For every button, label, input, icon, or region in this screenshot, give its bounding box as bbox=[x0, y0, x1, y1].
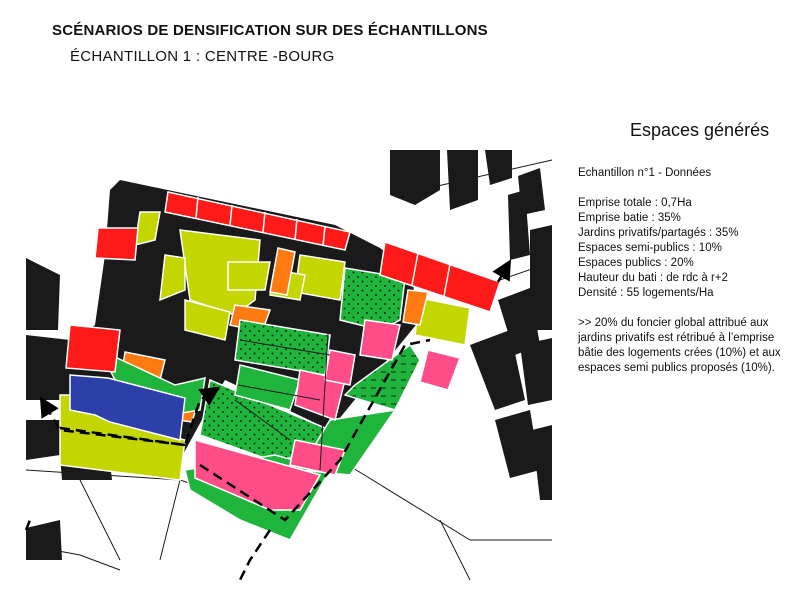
section-title: Espaces générés bbox=[630, 120, 770, 140]
semi-public-space bbox=[360, 320, 400, 360]
stat-densite: Densité : 55 logements/Ha bbox=[578, 287, 714, 299]
stat-espaces-publics: Espaces publics : 20% bbox=[578, 257, 694, 269]
stat-jardins: Jardins privatifs/partagés : 35% bbox=[578, 227, 739, 239]
panel-heading: Echantillon n°1 - Données bbox=[578, 167, 712, 179]
new-building bbox=[95, 228, 138, 260]
data-panel bbox=[578, 166, 788, 376]
existing-building bbox=[495, 410, 540, 478]
existing-building bbox=[26, 335, 70, 400]
existing-building bbox=[26, 520, 62, 560]
new-building bbox=[66, 325, 120, 372]
panel-note: >> 20% du foncier global attribué aux jardins privatifs est rétribué à l’emprise bâtie des logements crées (10%) et aux espaces semi publics proposés (10%). bbox=[578, 317, 781, 374]
semi-public-space bbox=[420, 350, 460, 390]
existing-building bbox=[485, 150, 512, 185]
page-title: SCÉNARIOS DE DENSIFICATION SUR DES ÉCHANTILLONS bbox=[52, 22, 488, 39]
stat-hauteur: Hauteur du bati : de rdc à r+2 bbox=[578, 272, 728, 284]
existing-building bbox=[26, 258, 60, 330]
stat-espaces-semi-publics: Espaces semi-publics : 10% bbox=[578, 242, 722, 254]
existing-building bbox=[520, 338, 552, 405]
stat-emprise-batie: Emprise batie : 35% bbox=[578, 212, 681, 224]
stats-list bbox=[578, 196, 788, 301]
existing-building bbox=[390, 150, 440, 205]
stat-emprise-totale: Emprise totale : 0,7Ha bbox=[578, 197, 692, 209]
page-subtitle: ÉCHANTILLON 1 : CENTRE -BOURG bbox=[70, 48, 335, 65]
sample-block bbox=[60, 180, 500, 540]
private-garden bbox=[228, 262, 270, 290]
